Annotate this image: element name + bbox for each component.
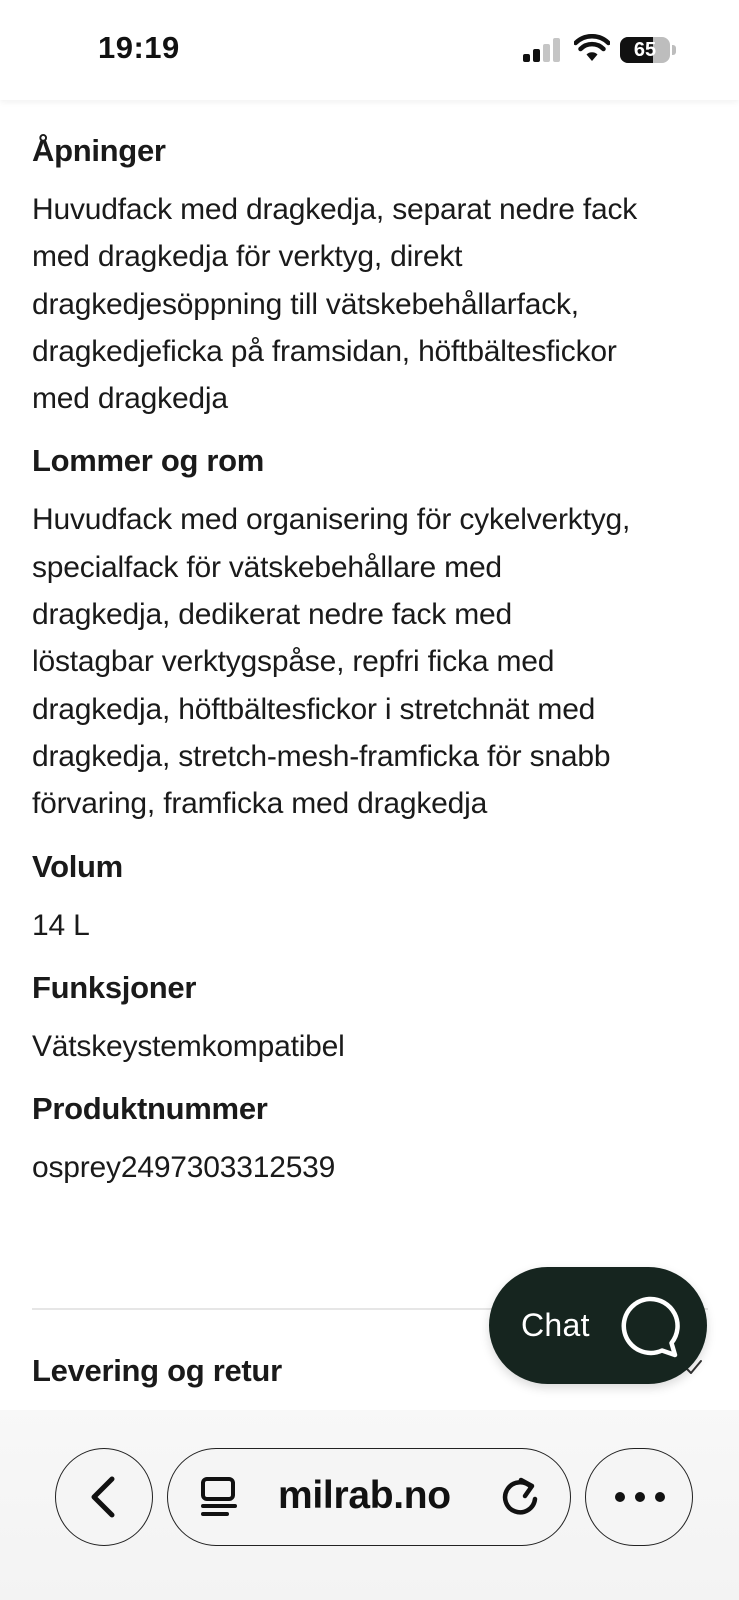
status-bar [0,0,739,100]
spec-value-line: Vätskeystemkompatibel [32,1029,345,1063]
spec-features [32,969,712,1070]
spec-value-line: Huvudfack med dragkedja, separat nedre fack [32,193,638,226]
reader-mode-icon[interactable] [198,1475,242,1519]
more-dots-icon [613,1487,667,1507]
spec-value-line: dragkedjeficka på framsidan, höftbältesfickor [32,334,617,368]
spec-value-line: dragkedja, stretch-mesh-framficka för snabb [32,739,611,773]
address-bar[interactable] [167,1448,571,1546]
spec-value-line: löstagbar verktygspåse, repfri ficka med [32,645,555,679]
spec-value-line: förvaring, framficka med dragkedja [32,787,488,821]
spec-heading: Funksjoner [32,969,197,1005]
chat-label: Chat [521,1307,590,1343]
spec-value-line: osprey2497303312539 [32,1151,336,1185]
spec-pockets [32,442,712,827]
delivery-returns-toggle[interactable]: Levering og retur [32,1353,282,1388]
spec-product-number [32,1090,712,1191]
spec-value-line: dragkedja, höftbältesfickor i stretchnät med [32,692,596,726]
product-specs [32,100,712,1191]
spec-openings [32,132,712,422]
spec-value-line: med dragkedja [32,382,228,416]
spec-heading: Lommer og rom [32,443,265,479]
chevron-left-icon [85,1476,123,1518]
spec-value-line: med dragkedja för verktyg, direkt [32,240,463,274]
spec-value-line: Huvudfack med organisering för cykelverktyg, [32,503,631,537]
spec-volume [32,848,712,949]
spec-value-line: specialfack för vätskebehållare med [32,550,502,584]
back-button[interactable] [55,1448,153,1546]
wifi-icon [574,34,610,62]
spec-value-line: dragkedjesöppning till vätskebehållarfack, [32,287,579,321]
url-text: milrab.no [278,1474,451,1517]
more-options-button[interactable] [585,1448,693,1546]
chat-button[interactable] [489,1267,707,1384]
spec-value-line: dragkedja, dedikerat nedre fack med [32,598,512,632]
reload-icon[interactable] [498,1475,542,1519]
battery-icon [620,37,670,63]
spec-heading: Volum [32,848,123,884]
status-time: 19:19 [98,30,180,65]
battery-level: 65 [633,39,657,61]
cellular-signal-icon [523,38,563,62]
spec-heading: Produktnummer [32,1091,268,1127]
chat-bubble-icon [617,1295,681,1359]
spec-value-line: 14 L [32,908,90,942]
battery-tip [672,45,676,55]
spec-heading: Åpninger [32,133,166,168]
